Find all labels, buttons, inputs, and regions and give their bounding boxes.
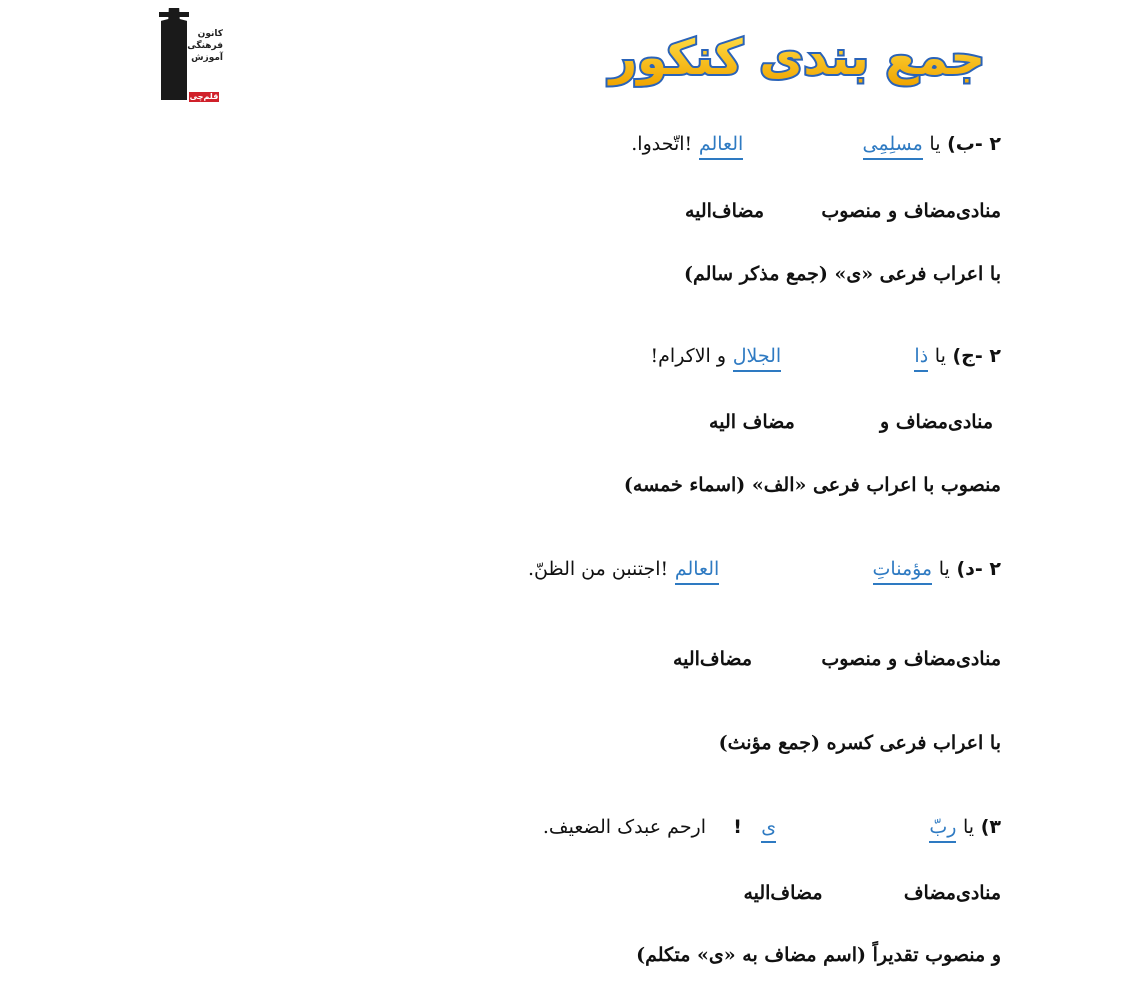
sentence-line [528, 557, 1001, 581]
kanoon-logo [155, 8, 225, 102]
sentence-line [651, 344, 1001, 368]
item-number: ۲ -ج) [952, 345, 1001, 367]
highlighted-word: ربّ [929, 816, 956, 843]
analysis-line: منادی‌مضاف و منصوب مضاف‌الیه [672, 648, 1001, 670]
brand-logo-icon [609, 22, 990, 100]
brand-title [609, 22, 990, 100]
analysis-line: با اعراب فرعی «ی» (جمع مذکر سالم) [683, 263, 1001, 285]
brand-text: جمع بندی کنکور [609, 30, 985, 86]
teacher-figure-icon [161, 8, 187, 100]
word: یا [934, 345, 946, 367]
analysis-line: منصوب با اعراب فرعی «الف» (اسماء خمسه) [623, 474, 1001, 496]
highlighted-word: ی [761, 816, 776, 843]
analysis-line: منادی‌مضاف و مضاف الیه [709, 411, 993, 433]
word: یا [929, 133, 941, 155]
highlighted-word: العالم [699, 133, 743, 160]
highlighted-word: مؤمناتِ [873, 558, 933, 585]
word: !اجتنبن من الظنّ. [527, 558, 669, 580]
sentence-line [543, 815, 1001, 839]
analysis-line: با اعراب فرعی کسره (جمع مؤنث) [718, 732, 1001, 754]
analysis-line: منادی‌مضاف و منصوب مضاف‌الیه [684, 200, 1001, 222]
analysis-line: منادی‌مضاف مضاف‌الیه [743, 882, 1001, 904]
highlighted-word: العالم [675, 558, 719, 585]
logo-badge: قلم‌چی [189, 92, 219, 101]
highlighted-word: ذا [914, 345, 928, 372]
logo-text: کانون فرهنگی آموزش [187, 29, 223, 63]
analysis-line: و منصوب تقدیراً (اسم مضاف به «ی» متکلم) [636, 944, 1001, 966]
item-number: ۳) [980, 816, 1001, 838]
word: یا [963, 816, 975, 838]
word: ارحم عبدک الضعیف. [542, 816, 707, 838]
item-number: ۲ -د) [956, 558, 1001, 580]
word: !اتّحدوا. [631, 133, 693, 155]
word: یا [938, 558, 950, 580]
item-number: ۲ -ب) [947, 133, 1001, 155]
highlighted-word: مسلِمِی [863, 133, 923, 160]
sentence-line [631, 132, 1001, 156]
word: و الاکرام! [650, 345, 727, 367]
highlighted-word: الجلال [733, 345, 781, 372]
exclamation: ! [733, 816, 742, 838]
